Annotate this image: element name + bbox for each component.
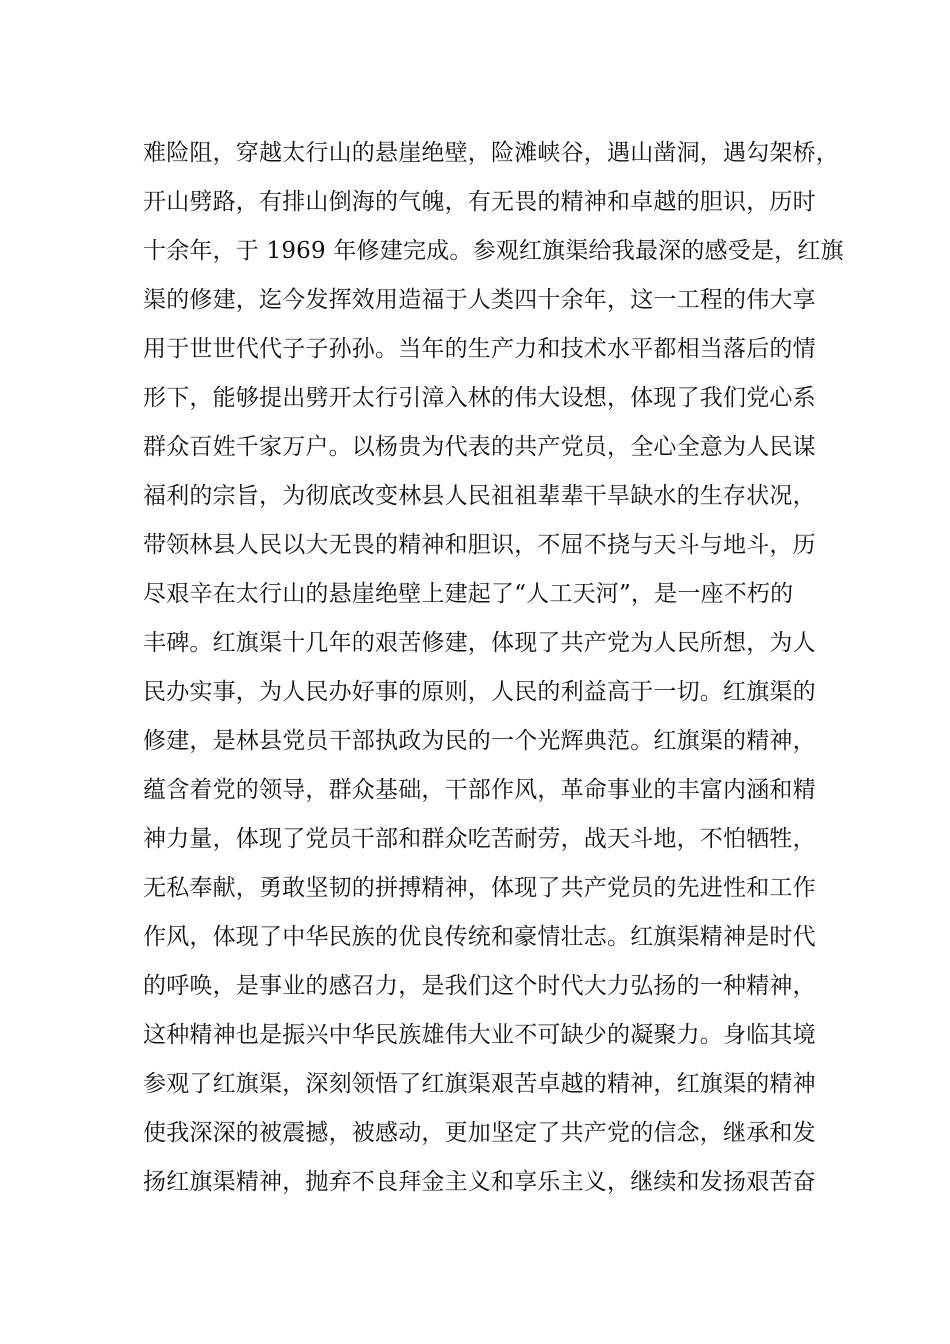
text-line: 作风，体现了中华民族的优良传统和豪情壮志。红旗渠精神是时代: [143, 924, 816, 950]
text-line: 群众百姓千家万户。以杨贵为代表的共产党员，全心全意为人民谋: [143, 434, 816, 460]
text-line: 无私奉献，勇敢坚韧的拼搏精神，体现了共产党员的先进性和工作: [143, 875, 816, 901]
text-line: 丰碑。红旗渠十几年的艰苦修建，体现了共产党为人民所想，为人: [143, 630, 816, 656]
text-line: 尽艰辛在太行山的悬崖绝壁上建起了“人工天河”，是一座不朽的: [143, 581, 794, 607]
text-line: 的呼唤，是事业的感召力，是我们这个时代大力弘扬的一种精神，: [143, 973, 816, 999]
text-line: 带领林县人民以大无畏的精神和胆识，不屈不挠与天斗与地斗，历: [143, 532, 816, 558]
text-line: 扬红旗渠精神，抛弃不良拜金主义和享乐主义，继续和发扬艰苦奋: [143, 1169, 816, 1195]
text-line: 民办实事，为人民办好事的原则，人民的利益高于一切。红旗渠的: [143, 679, 816, 705]
text-line: 这种精神也是振兴中华民族雄伟大业不可缺少的凝聚力。身临其境: [143, 1022, 816, 1048]
text-line: 开山劈路，有排山倒海的气魄，有无畏的精神和卓越的胆识，历时: [143, 189, 816, 215]
text-line: 参观了红旗渠，深刻领悟了红旗渠艰苦卓越的精神，红旗渠的精神: [143, 1071, 816, 1097]
text-line: 渠的修建，迄今发挥效用造福于人类四十余年，这一工程的伟大享: [143, 287, 816, 313]
text-line: 十余年，于 1969 年修建完成。参观红旗渠给我最深的感受是，红旗: [143, 238, 844, 264]
text-line: 神力量，体现了党员干部和群众吃苦耐劳，战天斗地，不怕牺牲，: [143, 826, 816, 852]
text-line: 难险阻，穿越太行山的悬崖绝壁，险滩峡谷，遇山凿洞，遇勾架桥，: [143, 140, 839, 166]
body-paragraph: [143, 130, 844, 1208]
text-line: 用于世世代代子子孙孙。当年的生产力和技术水平都相当落后的情: [143, 336, 816, 362]
text-line: 修建，是林县党员干部执政为民的一个光辉典范。红旗渠的精神，: [143, 728, 816, 754]
text-line: 使我深深的被震撼，被感动，更加坚定了共产党的信念，继承和发: [143, 1120, 816, 1146]
text-line: 福利的宗旨，为彻底改变林县人民祖祖辈辈干旱缺水的生存状况，: [143, 483, 816, 509]
text-line: 蕴含着党的领导，群众基础，干部作风，革命事业的丰富内涵和精: [143, 777, 816, 803]
text-line: 形下，能够提出劈开太行引漳入林的伟大设想，体现了我们党心系: [143, 385, 816, 411]
